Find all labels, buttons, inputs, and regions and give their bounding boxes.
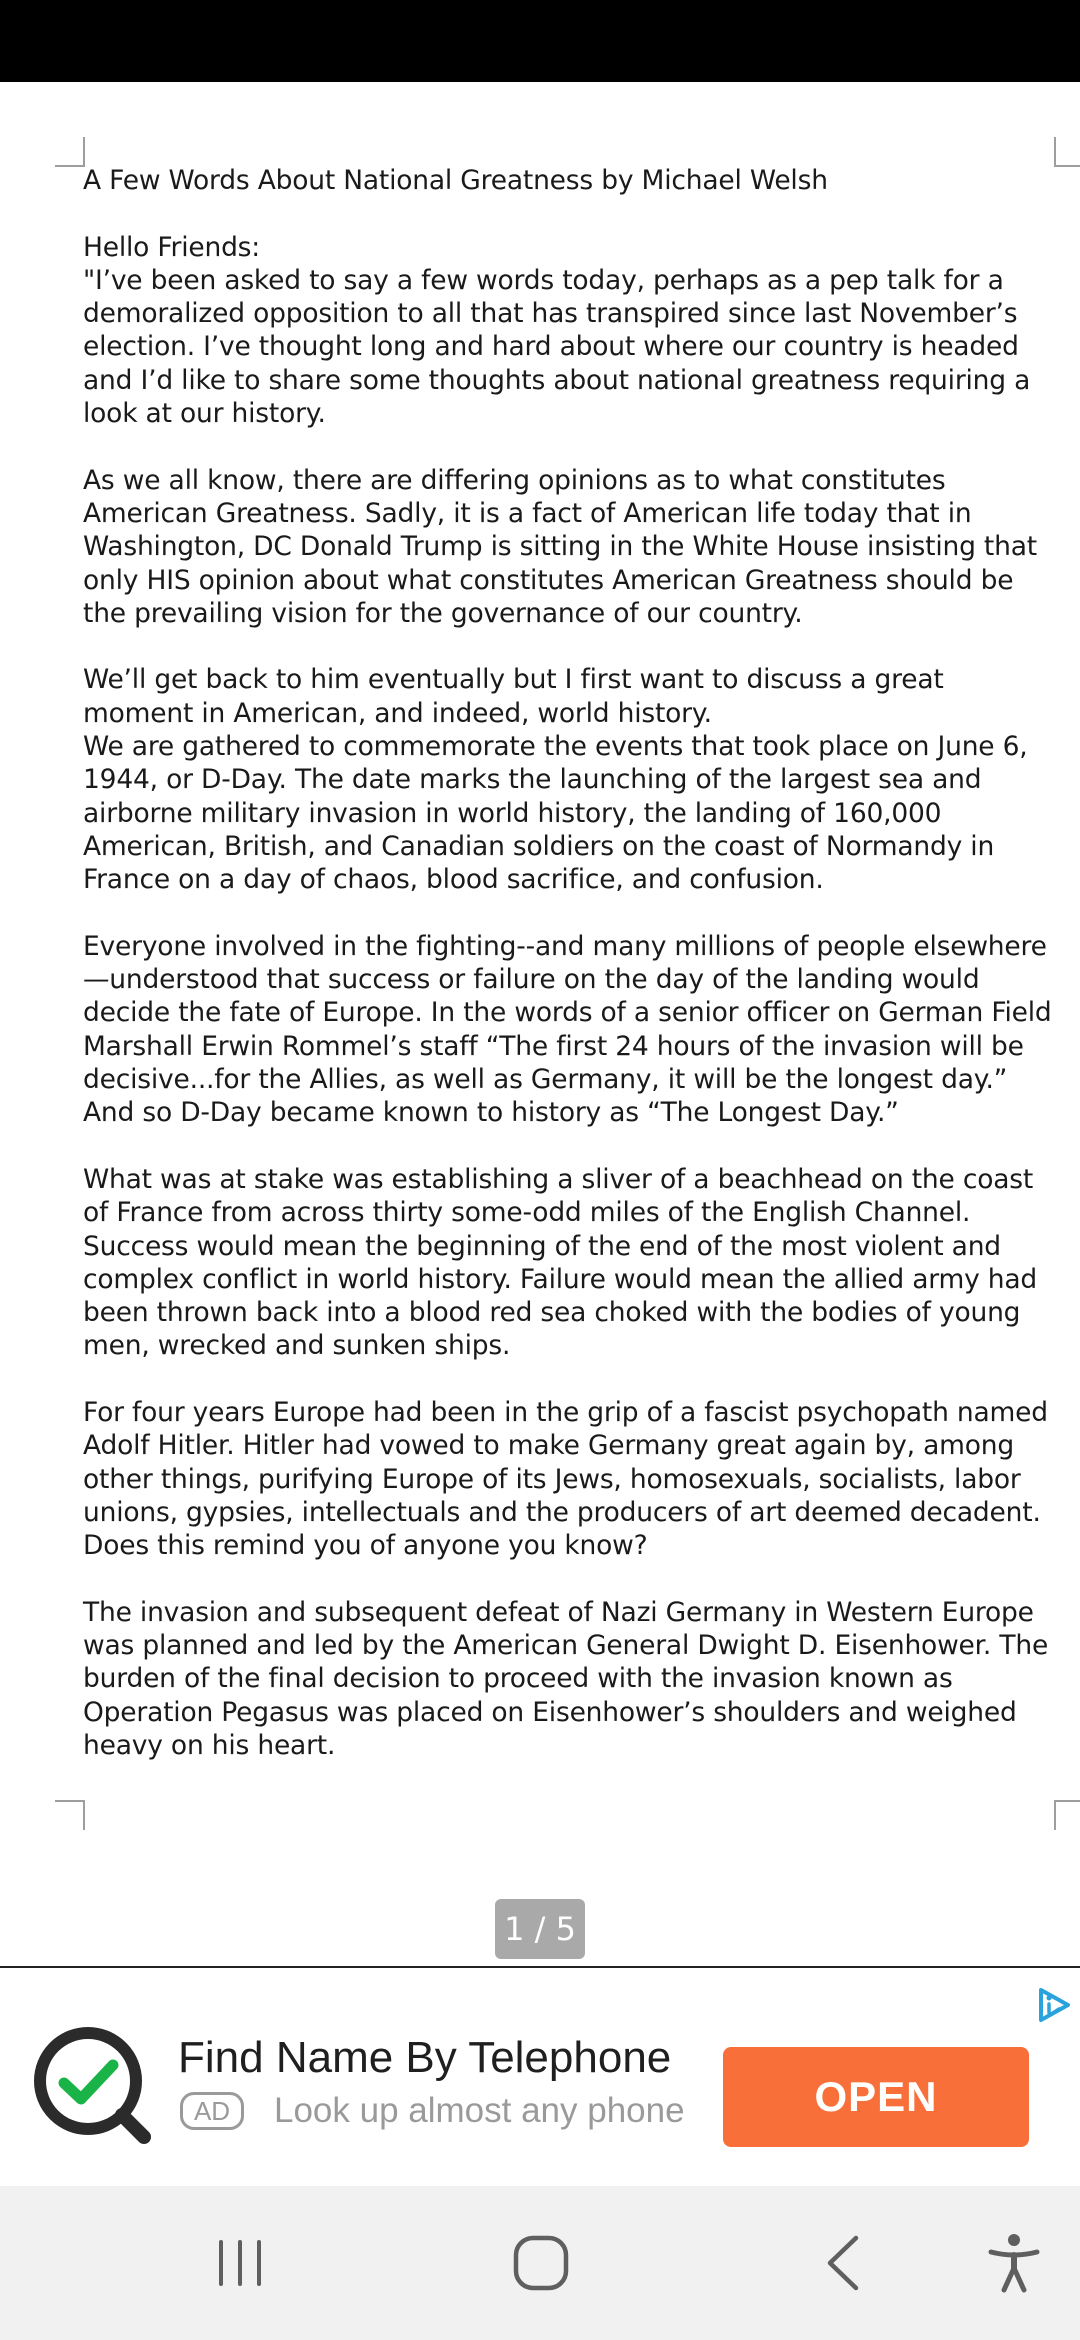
ad-banner[interactable] — [0, 1968, 1080, 2186]
document-paragraph: The invasion and subsequent defeat of Nazi Germany in Western Europe was planned and led by the American General Dwight D. Eisenhower. The burden of the final decision to proceed with the invasion known as Operation Pegasus was placed on Eisenhower’s shoulders and weighed heavy on his heart. — [83, 1596, 1049, 1761]
accessibility-icon[interactable] — [979, 2228, 1049, 2298]
document-paragraph: What was at stake was establishing a sliver of a beachhead on the coast of France from across thirty some-odd miles of the English Channel. Success would mean the beginning of the end of the most violent and complex conflict in world history. Failure would mean the allied army had been thrown back into a blood red sea choked with the bodies of young men, wrecked and sunken ships. — [83, 1163, 1038, 1362]
document-paragraph: Everyone involved in the fighting--and many millions of people elsewhere—understood that success or failure on the day of the landing would decide the fate of Europe. In the words of a senior officer on German Field Marshall Erwin Rommel’s staff “The first 24 hours of the invasion will be decisive...for the Allies, as well as Germany, it will be the longest day.” And so D-Day became known to history as “The Longest Day.” — [83, 930, 1052, 1129]
recents-icon[interactable] — [205, 2228, 275, 2298]
ad-open-button[interactable]: OPEN — [723, 2047, 1029, 2147]
ad-subtitle[interactable]: Look up almost any phone — [274, 2091, 685, 2130]
home-icon[interactable] — [506, 2228, 576, 2298]
document-body — [83, 164, 1055, 1796]
document-paragraph: We’ll get back to him eventually but I first want to discuss a great moment in American, and indeed, world history. — [83, 664, 944, 729]
document-greeting: Hello Friends: — [83, 231, 261, 263]
document-title: A Few Words About National Greatness by Michael Welsh — [83, 165, 828, 196]
page-indicator: 1 / 5 — [495, 1899, 585, 1959]
page-corner-bottom-right — [1054, 1800, 1080, 1830]
ad-badge: AD — [180, 2092, 244, 2130]
document-paragraph: We are gathered to commemorate the events that took place on June 6, 1944, or D-Day. The date marks the launching of the largest sea and airborne military invasion in world history, the landing of 160,000 American, British, and Canadian soldiers on the coast of Normandy in France on a day of chaos, blood sacrifice, and confusion. — [83, 731, 1028, 896]
document-paragraph: For four years Europe had been in the grip of a fascist psychopath named Adolf Hitler. Hitler had vowed to make Germany great again by, among other things, purifying Europe of its Jews, homosexuals, socialists, labor unions, gypsies, intellectuals and the producers of art deemed decadent. Does this remind you of anyone you know? — [83, 1396, 1048, 1562]
document-page[interactable] — [0, 82, 1080, 1967]
adchoices-icon[interactable] — [1032, 1984, 1076, 2026]
document-paragraph: "I’ve been asked to say a few words today, perhaps as a pep talk for a demoralized opposition to all that has transpired since last November’s election. I’ve thought long and hard about where our country is headed and I’d like to share some thoughts about national greatness requiring a look at our history. — [83, 264, 1031, 430]
back-icon[interactable] — [810, 2228, 880, 2298]
navigation-bar — [0, 2186, 1080, 2340]
page-corner-top-right — [1054, 137, 1080, 167]
page-corner-bottom-left — [55, 1800, 85, 1830]
status-bar — [0, 0, 1080, 82]
magnifier-check-icon[interactable] — [30, 2023, 160, 2153]
page-corner-top-left — [55, 137, 85, 167]
document-paragraph: As we all know, there are differing opinions as to what constitutes American Greatness. Sadly, it is a fact of American life today that in Washington, DC Donald Trump is sitting in the White House insisting that only HIS opinion about what constitutes American Greatness should be the prevailing vision for the governance of our country. — [83, 464, 1037, 629]
ad-title[interactable]: Find Name By Telephone — [178, 2033, 672, 2082]
